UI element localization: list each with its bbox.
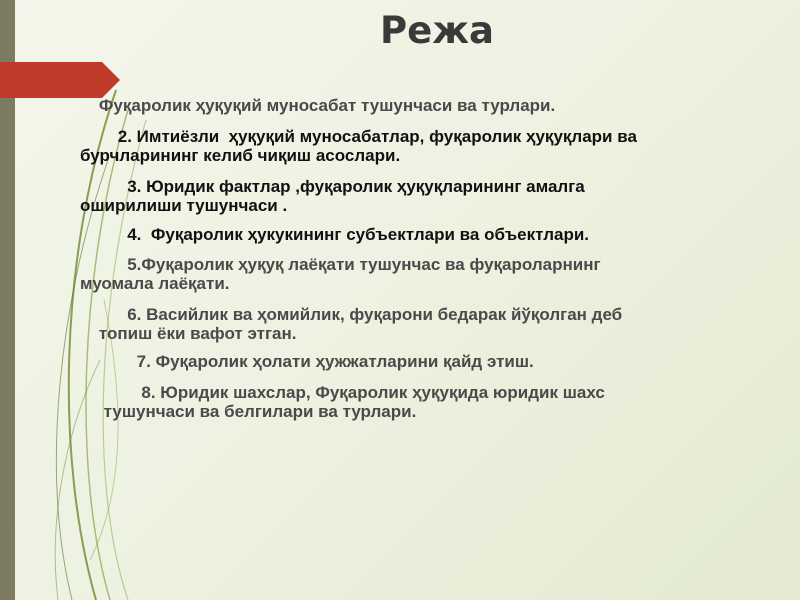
list-item-4: 4. Фуқаролик ҳукукининг субъектлари ва объектлари. bbox=[80, 225, 590, 244]
list-item-1: Фуқаролик ҳуқуқий муносабат тушунчаси ва турлари. bbox=[80, 96, 556, 115]
list-item-3: 3. Юридик фактлар ,фуқаролик ҳуқуқларининг амалга oширилиши тушунчаси . bbox=[80, 177, 585, 215]
slide-title: Режа bbox=[380, 9, 494, 52]
list-item-2: 2. Имтиёзли ҳуқуқий муносабатлар, фуқаролик ҳуқуқлари ва бурчларининг келиб чиқиш асослари. bbox=[80, 127, 637, 165]
list-item-5: 5.Фуқаролик ҳуқуқ лаёқати тушунчас ва фуқароларнинг муомала лаёқати. bbox=[80, 255, 601, 293]
list-item-6: 6. Васийлик ва ҳомийлик, фуқарони бедарак йўқолган деб топиш ёки вафот этган. bbox=[98, 305, 623, 343]
list-item-7: 7. Фуқаролик ҳолати ҳужжатларини қайд этиш. bbox=[80, 352, 534, 371]
list-item-8: 8. Юридик шахслар, Фуқаролик ҳуқуқида юридик шахс тушунчаси ва белгилари ва турлари. bbox=[103, 383, 605, 421]
